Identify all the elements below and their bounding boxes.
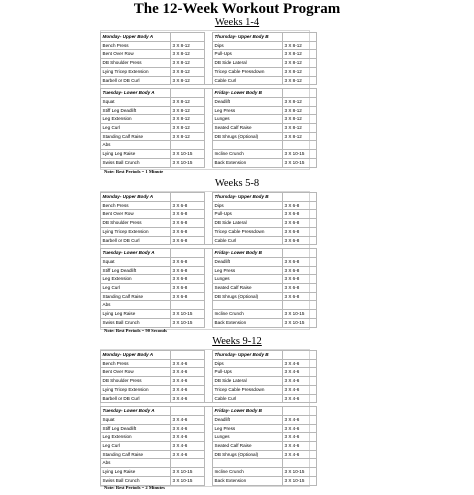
sets-reps: 3 X 4-6 [171,442,205,451]
empty-cell [171,407,205,416]
table-row [101,124,317,133]
column-gap [205,310,213,319]
sets-reps: 3 X 10-15 [171,310,205,319]
sets-reps: 3 X 6-8 [171,210,205,219]
sets-reps: 3 X 4-6 [283,385,317,394]
table-row [101,415,317,424]
day-header: Friday- Lower Body B [213,407,283,416]
column-gap [205,459,213,468]
sets-reps: 3 X 4-6 [171,415,205,424]
exercise-name: Standing Calf Raise [101,292,171,301]
day-header: Tuesday- Lower Body A [101,407,171,416]
exercise-name: Tricep Cable Pressdown [213,67,283,76]
table-row [101,266,317,275]
sets-reps: 3 X 4-6 [171,394,205,403]
sets-reps [283,301,317,310]
sets-reps: 3 X 8-12 [171,76,205,85]
column-gap [205,275,213,284]
sets-reps: 3 X 6-8 [171,292,205,301]
column-gap [205,59,213,68]
sets-reps: 3 X 10-15 [283,310,317,319]
sets-reps: 3 X 8-12 [283,106,317,115]
column-gap [205,236,213,245]
table-row [101,394,317,403]
exercise-name: Incline Crunch [213,310,283,319]
exercise-name: Stiff Leg Deadlift [101,106,171,115]
sets-reps: 3 X 10-15 [171,476,205,485]
exercise-name: Lunges [213,433,283,442]
exercise-name: DB Shoulder Press [101,219,171,228]
sets-reps: 3 X 4-6 [171,377,205,386]
empty-cell [171,351,205,360]
sets-reps: 3 X 4-6 [283,377,317,386]
table-row [101,76,317,85]
table-row [101,459,317,468]
page-title: The 12-Week Workout Program [133,1,341,17]
column-gap [205,351,213,360]
exercise-name: DB Shrugs (Optional) [213,132,283,141]
exercise-name: Dips [213,41,283,50]
table-row [101,442,317,451]
sets-reps: 3 X 10-15 [171,158,205,167]
empty-cell [171,33,205,42]
exercise-name: Leg Extension [101,115,171,124]
column-gap [205,301,213,310]
sets-reps: 3 X 8-12 [171,41,205,50]
exercise-name: Stiff Leg Deadlift [101,266,171,275]
sets-reps: 3 X 4-6 [283,359,317,368]
empty-cell [171,249,205,258]
sets-reps: 3 X 8-12 [283,132,317,141]
sets-reps: 3 X 4-6 [283,368,317,377]
column-gap [205,89,213,98]
column-gap [205,76,213,85]
column-gap [205,158,213,167]
table-row [101,132,317,141]
exercise-name: Deadlift [213,415,283,424]
column-gap [205,193,213,202]
exercise-name: Dips [213,201,283,210]
table-row [101,201,317,210]
day-header: Friday- Lower Body B [213,89,283,98]
sets-reps: 3 X 4-6 [171,368,205,377]
sets-reps: 3 X 4-6 [171,450,205,459]
exercise-name: Swiss Ball Crunch [101,476,171,485]
exercise-name: Barbell or DB Curl [101,236,171,245]
table-row [101,150,317,159]
rest-note: Note: Rest Periods = 2 Minutes [104,485,165,490]
exercise-name: Lunges [213,275,283,284]
phase-heading-text: Weeks 9-12 [212,336,262,347]
exercise-name: DB Side Lateral [213,219,283,228]
table-row [101,377,317,386]
exercise-name: Lying Leg Raise [101,468,171,477]
exercise-name: Lying Tricep Extension [101,67,171,76]
column-gap [205,50,213,59]
exercise-name: Swiss Ball Crunch [101,318,171,327]
exercise-name: Incline Crunch [213,468,283,477]
table-row [101,275,317,284]
sets-reps: 3 X 8-12 [283,50,317,59]
column-gap [205,284,213,293]
exercise-name: DB Side Lateral [213,59,283,68]
sets-reps: 3 X 6-8 [171,275,205,284]
sets-reps: 3 X 4-6 [283,433,317,442]
column-gap [205,97,213,106]
day-header: Monday- Upper Body A [101,193,171,202]
sets-reps: 3 X 6-8 [283,227,317,236]
column-gap [205,124,213,133]
exercise-name: Pull-Ups [213,368,283,377]
sets-reps: 3 X 8-12 [283,97,317,106]
table-row [101,106,317,115]
column-gap [205,450,213,459]
workout-table [100,192,317,328]
table-row [101,301,317,310]
sets-reps: 3 X 4-6 [283,424,317,433]
empty-cell [171,89,205,98]
sets-reps: 3 X 8-12 [171,132,205,141]
sets-reps: 3 X 6-8 [171,219,205,228]
exercise-name: Seated Calf Raise [213,284,283,293]
exercise-name: Pull-Ups [213,50,283,59]
sets-reps: 3 X 8-12 [283,124,317,133]
column-gap [205,266,213,275]
sets-reps: 3 X 6-8 [283,219,317,228]
sets-reps: 3 X 4-6 [283,450,317,459]
table-row [101,310,317,319]
table-row [101,318,317,327]
exercise-name: Leg Press [213,424,283,433]
column-gap [205,67,213,76]
table-row [101,476,317,485]
sets-reps: 3 X 8-12 [171,50,205,59]
table-row [101,257,317,266]
empty-cell [283,249,317,258]
exercise-name: Leg Press [213,266,283,275]
sets-reps: 3 X 6-8 [171,236,205,245]
day-header: Thursday- Upper Body B [213,33,283,42]
exercise-name: Deadlift [213,257,283,266]
table-row [101,50,317,59]
exercise-name: DB Shoulder Press [101,59,171,68]
column-gap [205,249,213,258]
table-row [101,41,317,50]
sets-reps: 3 X 4-6 [171,433,205,442]
table-row [101,97,317,106]
phase-table [100,192,308,328]
column-gap [205,227,213,236]
exercise-name: Lunges [213,115,283,124]
column-gap [205,407,213,416]
empty-cell [171,193,205,202]
exercise-name: Cable Curl [213,394,283,403]
column-gap [205,141,213,150]
sets-reps: 3 X 6-8 [283,292,317,301]
column-gap [205,385,213,394]
sets-reps: 3 X 6-8 [283,210,317,219]
sets-reps: 3 X 8-12 [171,115,205,124]
day-header-row [101,351,317,360]
day-header: Friday- Lower Body B [213,249,283,258]
exercise-name: DB Shrugs (Optional) [213,292,283,301]
sets-reps: 3 X 10-15 [283,150,317,159]
sets-reps: 3 X 6-8 [171,227,205,236]
column-gap [205,115,213,124]
sets-reps: 3 X 10-15 [171,150,205,159]
exercise-name: Seated Calf Raise [213,124,283,133]
workout-table [100,350,317,486]
day-header: Tuesday- Lower Body A [101,249,171,258]
sets-reps: 3 X 6-8 [171,201,205,210]
sets-reps [171,301,205,310]
day-header: Monday- Upper Body A [101,351,171,360]
table-row [101,236,317,245]
sets-reps: 3 X 8-12 [171,124,205,133]
day-header: Thursday- Upper Body B [213,351,283,360]
exercise-name: Abs [101,459,171,468]
column-gap [205,106,213,115]
column-gap [205,433,213,442]
exercise-name: Bench Press [101,201,171,210]
sets-reps: 3 X 6-8 [283,275,317,284]
sets-reps: 3 X 8-12 [171,59,205,68]
sets-reps: 3 X 6-8 [171,266,205,275]
exercise-name: Lying Tricep Extension [101,385,171,394]
table-row [101,210,317,219]
column-gap [205,132,213,141]
exercise-name: DB Shoulder Press [101,377,171,386]
sets-reps: 3 X 8-12 [283,59,317,68]
sets-reps: 3 X 8-12 [283,41,317,50]
day-header-row [101,407,317,416]
sets-reps: 3 X 6-8 [283,284,317,293]
exercise-name: Bent Over Row [101,210,171,219]
exercise-name: Squat [101,257,171,266]
sets-reps: 3 X 10-15 [171,468,205,477]
column-gap [205,476,213,485]
column-gap [205,292,213,301]
exercise-name: Leg Extension [101,275,171,284]
column-gap [205,33,213,42]
table-row [101,67,317,76]
exercise-name: Back Extension [213,158,283,167]
sets-reps: 3 X 4-6 [171,424,205,433]
table-row [101,141,317,150]
exercise-name: Swiss Ball Crunch [101,158,171,167]
exercise-name: Cable Curl [213,76,283,85]
sets-reps: 3 X 4-6 [171,359,205,368]
empty-cell [283,89,317,98]
exercise-name: Leg Curl [101,442,171,451]
exercise-name: Barbell or DB Curl [101,394,171,403]
exercise-name: Leg Curl [101,124,171,133]
exercise-name: Bent Over Row [101,368,171,377]
empty-cell [283,33,317,42]
exercise-name: Pull-Ups [213,210,283,219]
exercise-name: DB Side Lateral [213,377,283,386]
column-gap [205,41,213,50]
exercise-name: Deadlift [213,97,283,106]
column-gap [205,257,213,266]
table-row [101,450,317,459]
sets-reps: 3 X 8-12 [171,67,205,76]
sets-reps: 3 X 10-15 [283,476,317,485]
exercise-name: Leg Curl [101,284,171,293]
column-gap [205,201,213,210]
phase-heading-text: Weeks 1-4 [214,17,260,28]
table-row [101,433,317,442]
table-row [101,284,317,293]
column-gap [205,394,213,403]
column-gap [205,468,213,477]
column-gap [205,359,213,368]
phase-heading-weeks-5-8 [0,178,474,190]
workout-table [100,32,317,168]
table-row [101,368,317,377]
empty-cell [283,351,317,360]
exercise-name: Lying Leg Raise [101,150,171,159]
table-row [101,227,317,236]
sets-reps: 3 X 4-6 [283,415,317,424]
exercise-name: Cable Curl [213,236,283,245]
sets-reps: 3 X 4-6 [283,442,317,451]
day-header-row [101,249,317,258]
sets-reps: 3 X 6-8 [283,201,317,210]
empty-cell [283,407,317,416]
column-gap [205,415,213,424]
exercise-name: Incline Crunch [213,150,283,159]
rest-note: Note: Rest Periods = 1 Minute [104,169,164,174]
column-gap [205,442,213,451]
exercise-name: Back Extension [213,476,283,485]
sets-reps [283,459,317,468]
sets-reps [171,141,205,150]
exercise-name: Bench Press [101,359,171,368]
table-row [101,292,317,301]
day-header-row [101,89,317,98]
column-gap [205,368,213,377]
table-row [101,219,317,228]
sets-reps: 3 X 10-15 [171,318,205,327]
exercise-name [213,459,283,468]
exercise-name: Lying Tricep Extension [101,227,171,236]
column-gap [205,150,213,159]
sets-reps: 3 X 10-15 [283,318,317,327]
day-header-row [101,193,317,202]
column-gap [205,318,213,327]
exercise-name: Leg Extension [101,433,171,442]
exercise-name: Tricep Cable Pressdown [213,227,283,236]
exercise-name: Back Extension [213,318,283,327]
day-header-row [101,33,317,42]
exercise-name: Squat [101,415,171,424]
column-gap [205,424,213,433]
sets-reps: 3 X 8-12 [171,106,205,115]
column-gap [205,219,213,228]
exercise-name: DB Shrugs (Optional) [213,450,283,459]
exercise-name: Stiff Leg Deadlift [101,424,171,433]
day-header: Monday- Upper Body A [101,33,171,42]
exercise-name: Standing Calf Raise [101,450,171,459]
exercise-name: Abs [101,141,171,150]
table-row [101,158,317,167]
table-row [101,115,317,124]
sets-reps: 3 X 10-15 [283,158,317,167]
sets-reps: 3 X 6-8 [171,284,205,293]
phase-table [100,350,308,486]
exercise-name [213,141,283,150]
phase-heading-weeks-9-12 [0,336,474,348]
sets-reps: 3 X 6-8 [283,236,317,245]
exercise-name: Dips [213,359,283,368]
exercise-name: Seated Calf Raise [213,442,283,451]
exercise-name: Standing Calf Raise [101,132,171,141]
exercise-name: Lying Leg Raise [101,310,171,319]
sets-reps: 3 X 8-12 [171,97,205,106]
sets-reps [283,141,317,150]
table-row [101,468,317,477]
exercise-name: Squat [101,97,171,106]
sets-reps: 3 X 8-12 [283,67,317,76]
sets-reps: 3 X 6-8 [171,257,205,266]
exercise-name: Tricep Cable Pressdown [213,385,283,394]
rest-note: Note: Rest Periods = 90 Seconds [104,328,167,333]
day-header: Tuesday- Lower Body A [101,89,171,98]
table-row [101,424,317,433]
sets-reps: 3 X 8-12 [283,115,317,124]
sets-reps: 3 X 8-12 [283,76,317,85]
phase-table [100,32,308,168]
phase-heading-weeks-1-4 [0,17,474,29]
sets-reps: 3 X 6-8 [283,257,317,266]
sets-reps: 3 X 10-15 [283,468,317,477]
table-row [101,385,317,394]
sets-reps [171,459,205,468]
day-header: Thursday- Upper Body B [213,193,283,202]
table-row [101,359,317,368]
exercise-name: Bench Press [101,41,171,50]
exercise-name: Barbell or DB Curl [101,76,171,85]
sets-reps: 3 X 4-6 [283,394,317,403]
phase-heading-text: Weeks 5-8 [214,178,260,189]
column-gap [205,377,213,386]
exercise-name [213,301,283,310]
sets-reps: 3 X 4-6 [171,385,205,394]
exercise-name: Bent Over Row [101,50,171,59]
exercise-name: Leg Press [213,106,283,115]
exercise-name: Abs [101,301,171,310]
column-gap [205,210,213,219]
table-row [101,59,317,68]
empty-cell [283,193,317,202]
sets-reps: 3 X 6-8 [283,266,317,275]
